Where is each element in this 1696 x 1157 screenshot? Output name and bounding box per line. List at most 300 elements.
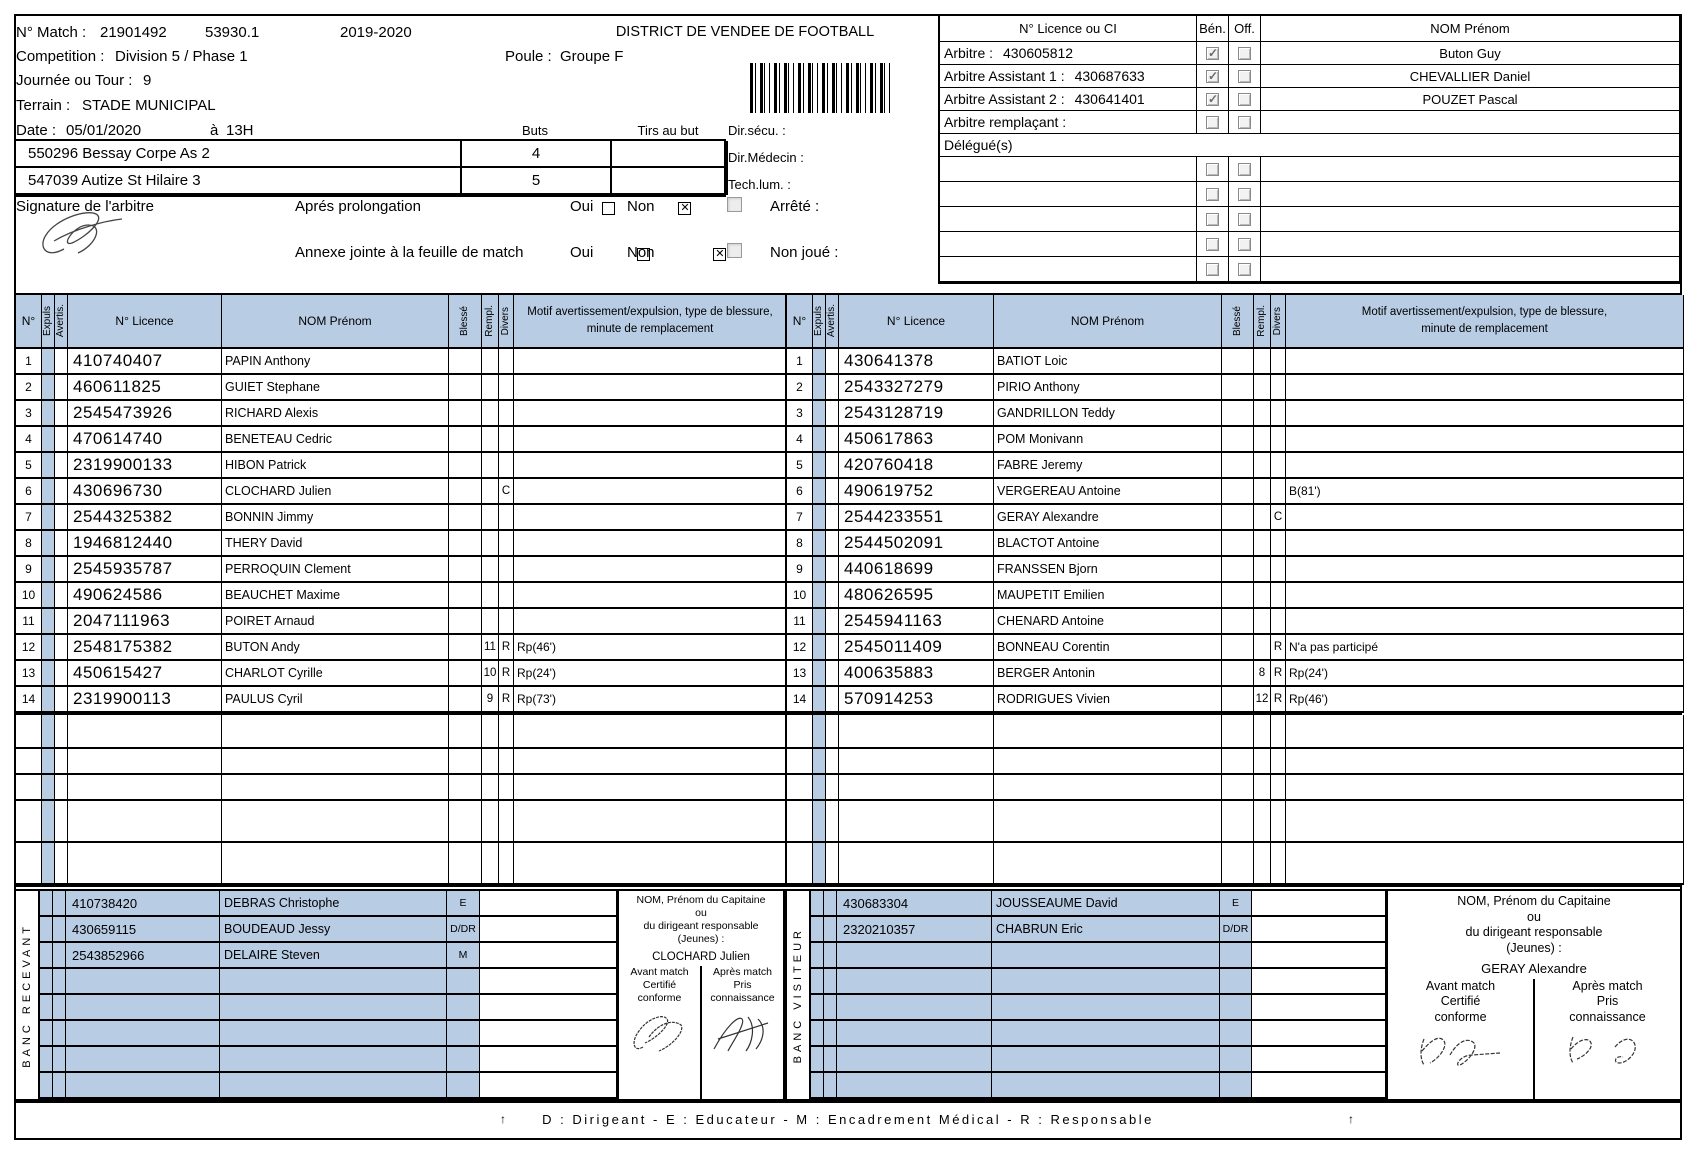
empty-cell: [826, 749, 839, 775]
bench-name-cell: [220, 995, 447, 1021]
player-avertis-cell: [826, 505, 839, 531]
bench-licence-cell: [837, 1021, 992, 1047]
poule-label: Poule :: [505, 48, 552, 65]
bench-avertis-cell: [824, 891, 837, 917]
player-licence-cell: 570914253: [839, 687, 994, 713]
journee-value: 9: [143, 72, 152, 89]
player-blesse-cell: [1222, 531, 1254, 557]
player-number-cell: 12: [16, 635, 42, 661]
player-licence-cell: 480626595: [839, 583, 994, 609]
player-motif-cell: [1286, 583, 1684, 609]
bench-expuls-cell: [40, 1073, 53, 1099]
empty-cell: [1286, 715, 1684, 749]
bench-motif-cell: [1252, 891, 1386, 917]
bench-expuls-cell: [40, 1047, 53, 1073]
empty-cell: [482, 843, 499, 885]
empty-cell: [1271, 749, 1286, 775]
player-rempl-cell: [1254, 557, 1271, 583]
prolongation-label: Aprés prolongation: [295, 198, 421, 215]
header-nom: NOM Prénom: [222, 295, 449, 349]
player-avertis-cell: [55, 427, 68, 453]
player-number-cell: 13: [16, 661, 42, 687]
bench-name-cell: DELAIRE Steven: [220, 943, 447, 969]
bench-name-cell: JOUSSEAUME David: [992, 891, 1220, 917]
bench-role-cell: E: [1220, 891, 1252, 917]
bench-licence-cell: [66, 1073, 220, 1099]
player-name-cell: CHARLOT Cyrille: [222, 661, 449, 687]
player-motif-cell: [514, 401, 787, 427]
player-divers-cell: R: [1271, 635, 1286, 661]
bench-expuls-cell: [811, 1073, 824, 1099]
official-ben-cell: [1197, 257, 1229, 282]
empty-cell: [449, 801, 482, 843]
player-divers-cell: [499, 349, 514, 375]
empty-cell: [55, 801, 68, 843]
player-name-cell: PERROQUIN Clement: [222, 557, 449, 583]
legend-text: D : Dirigeant - E : Educateur - M : Encadrement Médical - R : Responsable: [542, 1112, 1154, 1127]
non-joue-label: Non joué :: [770, 244, 839, 261]
player-rempl-cell: [482, 427, 499, 453]
match-code: 53930.1: [205, 24, 260, 41]
bench-motif-cell: [1252, 969, 1386, 995]
bench-avertis-cell: [824, 995, 837, 1021]
empty-cell: [449, 843, 482, 885]
bench-role-cell: [447, 995, 480, 1021]
player-name-cell: BERGER Antonin: [994, 661, 1222, 687]
player-avertis-cell: [55, 609, 68, 635]
player-motif-cell: [514, 531, 787, 557]
player-expuls-cell: [42, 505, 55, 531]
off-checkbox[interactable]: [1238, 188, 1251, 201]
season: 2019-2020: [340, 24, 412, 41]
player-expuls-cell: [42, 557, 55, 583]
non-joue-checkbox[interactable]: [727, 243, 742, 258]
bench-avertis-cell: [824, 917, 837, 943]
competition-value: Division 5 / Phase 1: [115, 48, 248, 65]
bench-expuls-cell: [811, 1047, 824, 1073]
home-captain-name: CLOCHARD Julien: [652, 950, 750, 963]
empty-cell: [42, 843, 55, 885]
bench-licence-cell: [837, 995, 992, 1021]
player-expuls-cell: [813, 453, 826, 479]
bench-avertis-cell: [53, 943, 66, 969]
official-licence-number: 430605812: [1003, 45, 1074, 61]
home-captain-signature-avant: [629, 1009, 691, 1057]
player-licence-cell: 400635883: [839, 661, 994, 687]
captain-title: NOM, Prénom du Capitaine ou du dirigeant responsable (Jeunes) :: [1457, 894, 1611, 955]
player-motif-cell: [514, 349, 787, 375]
empty-cell: [55, 775, 68, 801]
player-avertis-cell: [826, 583, 839, 609]
empty-cell: [482, 775, 499, 801]
player-avertis-cell: [55, 687, 68, 713]
player-motif-cell: [514, 557, 787, 583]
annexe-label: Annexe jointe à la feuille de match: [295, 244, 524, 261]
official-role-label: Arbitre Assistant 1 :: [944, 68, 1065, 84]
player-number-cell: 7: [787, 505, 813, 531]
official-off-cell: [1229, 157, 1261, 182]
bench-role-cell: [447, 1073, 480, 1099]
player-divers-cell: [1271, 401, 1286, 427]
player-motif-cell: [1286, 401, 1684, 427]
empty-cell: [1271, 843, 1286, 885]
captain-title: NOM, Prénom du Capitaine ou du dirigeant responsable (Jeunes) :: [636, 894, 766, 946]
empty-cell: [42, 801, 55, 843]
player-number-cell: 8: [16, 531, 42, 557]
player-blesse-cell: [449, 609, 482, 635]
annexe-non-label: Non: [627, 244, 655, 261]
player-blesse-cell: [449, 453, 482, 479]
empty-cell: [499, 715, 514, 749]
bench-avertis-cell: [53, 891, 66, 917]
arrete-checkbox[interactable]: [727, 197, 742, 212]
bench-licence-cell: [837, 969, 992, 995]
player-licence-cell: 410740407: [68, 349, 222, 375]
player-divers-cell: [499, 609, 514, 635]
team-name: 550296 Bessay Corpe As 2: [16, 141, 462, 168]
empty-cell: [994, 715, 1222, 749]
dir-medecin-label: Dir.Médecin :: [728, 150, 804, 165]
player-rempl-cell: [482, 375, 499, 401]
player-expuls-cell: [42, 635, 55, 661]
header-rempl: Rempl.: [1254, 295, 1271, 349]
district-title: DISTRICT DE VENDEE DE FOOTBALL: [615, 24, 875, 40]
off-checkbox[interactable]: [1238, 163, 1251, 176]
official-ben-cell: [1197, 65, 1229, 88]
bench-name-cell: [220, 969, 447, 995]
header-avertis: Avertis.: [826, 295, 839, 349]
empty-cell: [994, 801, 1222, 843]
empty-cell: [449, 715, 482, 749]
player-motif-cell: [1286, 557, 1684, 583]
player-divers-cell: R: [499, 635, 514, 661]
avant-match-column: Avant match Certifié conforme: [1388, 979, 1533, 1100]
empty-cell: [42, 715, 55, 749]
empty-cell: [1286, 749, 1684, 775]
player-divers-cell: [1271, 531, 1286, 557]
player-expuls-cell: [42, 609, 55, 635]
empty-cell: [68, 775, 222, 801]
bench-role-cell: [1220, 1021, 1252, 1047]
official-licence-cell: [940, 111, 1197, 134]
ben-checkbox[interactable]: [1206, 70, 1219, 83]
bench-licence-cell: 2320210357: [837, 917, 992, 943]
empty-cell: [42, 749, 55, 775]
player-rempl-cell: [482, 349, 499, 375]
player-avertis-cell: [55, 635, 68, 661]
player-rempl-cell: [1254, 505, 1271, 531]
bench-licence-cell: [837, 1047, 992, 1073]
player-motif-cell: [1286, 505, 1684, 531]
player-avertis-cell: [55, 349, 68, 375]
player-avertis-cell: [55, 531, 68, 557]
off-checkbox[interactable]: [1238, 116, 1251, 129]
empty-cell: [813, 715, 826, 749]
player-divers-cell: C: [499, 479, 514, 505]
player-name-cell: CLOCHARD Julien: [222, 479, 449, 505]
player-divers-cell: [1271, 375, 1286, 401]
header-motif: Motif avertissement/expulsion, type de blessure, minute de remplacement: [1286, 295, 1684, 349]
off-checkbox[interactable]: [1238, 70, 1251, 83]
empty-cell: [839, 715, 994, 749]
player-expuls-cell: [42, 427, 55, 453]
player-blesse-cell: [1222, 375, 1254, 401]
player-expuls-cell: [42, 661, 55, 687]
player-blesse-cell: [449, 583, 482, 609]
bench-expuls-cell: [40, 891, 53, 917]
ben-checkbox[interactable]: [1206, 263, 1219, 276]
bench-name-cell: [992, 943, 1220, 969]
bench-licence-cell: 430659115: [66, 917, 220, 943]
bench-name-cell: BOUDEAUD Jessy: [220, 917, 447, 943]
empty-cell: [1222, 801, 1254, 843]
home-captain-box: [617, 889, 785, 1101]
header-blesse: Blessé: [1222, 295, 1254, 349]
player-rempl-cell: [482, 583, 499, 609]
prolongation-non-checkbox[interactable]: [678, 202, 691, 215]
player-divers-cell: [1271, 557, 1286, 583]
official-off-cell: [1229, 111, 1261, 134]
bench-role-cell: M: [447, 943, 480, 969]
player-licence-cell: 470614740: [68, 427, 222, 453]
player-expuls-cell: [42, 687, 55, 713]
legend-arrow-left: ↑: [500, 1112, 506, 1126]
player-divers-cell: [1271, 349, 1286, 375]
player-blesse-cell: [1222, 661, 1254, 687]
bench-avertis-cell: [53, 1021, 66, 1047]
player-licence-cell: 450617863: [839, 427, 994, 453]
player-avertis-cell: [826, 609, 839, 635]
player-avertis-cell: [826, 453, 839, 479]
official-licence-cell: [940, 207, 1197, 232]
player-number-cell: 2: [16, 375, 42, 401]
player-rempl-cell: 12: [1254, 687, 1271, 713]
official-licence-cell: [940, 157, 1197, 182]
ben-checkbox[interactable]: [1206, 47, 1219, 60]
player-rempl-cell: [1254, 401, 1271, 427]
empty-cell: [55, 749, 68, 775]
empty-cell: [813, 749, 826, 775]
home-spare-rows: [14, 715, 785, 887]
player-number-cell: 1: [787, 349, 813, 375]
player-number-cell: 2: [787, 375, 813, 401]
empty-cell: [839, 775, 994, 801]
time-prefix: à: [210, 122, 219, 139]
empty-cell: [1222, 775, 1254, 801]
home-players-table: [14, 293, 785, 715]
official-role-label: Arbitre Assistant 2 :: [944, 91, 1065, 107]
player-blesse-cell: [449, 687, 482, 713]
player-expuls-cell: [42, 479, 55, 505]
player-number-cell: 12: [787, 635, 813, 661]
journee-label: Journée ou Tour :: [16, 72, 133, 89]
player-divers-cell: C: [1271, 505, 1286, 531]
bench-expuls-cell: [811, 969, 824, 995]
player-number-cell: 10: [16, 583, 42, 609]
player-name-cell: BONNEAU Corentin: [994, 635, 1222, 661]
bench-expuls-cell: [811, 995, 824, 1021]
home-bench-label: BANC RECEVANT: [14, 889, 40, 1101]
team-name: 547039 Autize St Hilaire 3: [16, 168, 462, 195]
player-rempl-cell: 10: [482, 661, 499, 687]
empty-cell: [787, 715, 813, 749]
player-divers-cell: [1271, 609, 1286, 635]
empty-cell: [1222, 843, 1254, 885]
header-divers: Divers: [499, 295, 514, 349]
player-blesse-cell: [1222, 479, 1254, 505]
official-name-cell: [1261, 182, 1680, 207]
player-expuls-cell: [813, 505, 826, 531]
official-name-cell: POUZET Pascal: [1261, 88, 1680, 111]
player-name-cell: RICHARD Alexis: [222, 401, 449, 427]
bench-motif-cell: [480, 1047, 617, 1073]
ben-checkbox[interactable]: [1206, 238, 1219, 251]
empty-cell: [787, 749, 813, 775]
empty-cell: [514, 801, 787, 843]
tech-lum-label: Tech.lum. :: [728, 177, 791, 192]
player-rempl-cell: [482, 505, 499, 531]
bench-role-cell: [1220, 943, 1252, 969]
player-name-cell: FABRE Jeremy: [994, 453, 1222, 479]
player-expuls-cell: [813, 375, 826, 401]
bench-avertis-cell: [53, 969, 66, 995]
player-blesse-cell: [1222, 635, 1254, 661]
player-divers-cell: [499, 505, 514, 531]
player-blesse-cell: [1222, 401, 1254, 427]
player-name-cell: GERAY Alexandre: [994, 505, 1222, 531]
player-number-cell: 11: [787, 609, 813, 635]
player-name-cell: POM Monivann: [994, 427, 1222, 453]
off-checkbox[interactable]: [1238, 213, 1251, 226]
bench-licence-cell: 430683304: [837, 891, 992, 917]
empty-cell: [482, 801, 499, 843]
player-rempl-cell: [482, 557, 499, 583]
official-ben-cell: [1197, 42, 1229, 65]
off-checkbox[interactable]: [1238, 238, 1251, 251]
bench-expuls-cell: [40, 943, 53, 969]
empty-cell: [68, 715, 222, 749]
empty-cell: [839, 843, 994, 885]
player-licence-cell: 2544502091: [839, 531, 994, 557]
empty-cell: [787, 775, 813, 801]
player-number-cell: 4: [16, 427, 42, 453]
ben-checkbox[interactable]: [1206, 213, 1219, 226]
legend-band: [14, 1101, 1682, 1140]
player-divers-cell: [1271, 583, 1286, 609]
empty-cell: [1254, 801, 1271, 843]
bench-role-cell: [1220, 995, 1252, 1021]
annexe-non-checkbox[interactable]: [713, 248, 726, 261]
match-number: 21901492: [100, 24, 167, 41]
off-checkbox[interactable]: [1238, 47, 1251, 60]
buts-column-label: Buts: [521, 123, 548, 138]
player-name-cell: THERY David: [222, 531, 449, 557]
player-name-cell: BEAUCHET Maxime: [222, 583, 449, 609]
player-divers-cell: R: [1271, 661, 1286, 687]
off-checkbox[interactable]: [1238, 263, 1251, 276]
player-blesse-cell: [449, 427, 482, 453]
referee-signature-image: [34, 205, 139, 263]
player-rempl-cell: [482, 531, 499, 557]
player-licence-cell: 2047111963: [68, 609, 222, 635]
player-blesse-cell: [1222, 687, 1254, 713]
player-name-cell: BENETEAU Cedric: [222, 427, 449, 453]
empty-cell: [1254, 775, 1271, 801]
ben-checkbox[interactable]: [1206, 93, 1219, 106]
official-name-cell: CHEVALLIER Daniel: [1261, 65, 1680, 88]
official-ben-cell: [1197, 207, 1229, 232]
empty-cell: [16, 749, 42, 775]
ben-checkbox[interactable]: [1206, 116, 1219, 129]
referee-signature-label: Signature de l'arbitre: [16, 198, 154, 215]
officials-header-off: Off.: [1229, 16, 1261, 42]
official-off-cell: [1229, 88, 1261, 111]
player-avertis-cell: [55, 479, 68, 505]
poule-value: Groupe F: [560, 48, 624, 65]
player-motif-cell: Rp(24'): [514, 661, 787, 687]
player-licence-cell: 2545011409: [839, 635, 994, 661]
player-expuls-cell: [813, 687, 826, 713]
date-value: 05/01/2020: [66, 122, 142, 139]
player-licence-cell: 430696730: [68, 479, 222, 505]
officials-header-nom: NOM Prénom: [1261, 16, 1680, 42]
player-motif-cell: [514, 453, 787, 479]
away-captain-signature-apres: [1563, 1029, 1653, 1073]
player-number-cell: 3: [787, 401, 813, 427]
player-licence-cell: 450615427: [68, 661, 222, 687]
player-motif-cell: [1286, 349, 1684, 375]
away-bench-table: [811, 889, 1386, 1101]
official-off-cell: [1229, 232, 1261, 257]
player-number-cell: 3: [16, 401, 42, 427]
official-name-cell: Buton Guy: [1261, 42, 1680, 65]
player-avertis-cell: [55, 557, 68, 583]
bench-name-cell: [992, 969, 1220, 995]
prolongation-oui-checkbox[interactable]: [602, 202, 615, 215]
prolongation-oui-label: Oui: [570, 198, 594, 215]
off-checkbox[interactable]: [1238, 93, 1251, 106]
bench-expuls-cell: [811, 891, 824, 917]
header-rempl: Rempl.: [482, 295, 499, 349]
player-avertis-cell: [826, 427, 839, 453]
bench-motif-cell: [1252, 943, 1386, 969]
bench-expuls-cell: [40, 1021, 53, 1047]
official-licence-cell: [940, 257, 1197, 282]
bench-expuls-cell: [40, 995, 53, 1021]
player-licence-cell: 2543327279: [839, 375, 994, 401]
dir-secu-label: Dir.sécu. :: [728, 123, 786, 138]
header-motif: Motif avertissement/expulsion, type de blessure, minute de remplacement: [514, 295, 787, 349]
header-avertis: Avertis.: [55, 295, 68, 349]
player-rempl-cell: [1254, 583, 1271, 609]
player-blesse-cell: [449, 375, 482, 401]
player-name-cell: RODRIGUES Vivien: [994, 687, 1222, 713]
player-avertis-cell: [826, 349, 839, 375]
player-motif-cell: [1286, 427, 1684, 453]
header-expuls: Expuls: [42, 295, 55, 349]
empty-cell: [68, 801, 222, 843]
player-name-cell: PAPIN Anthony: [222, 349, 449, 375]
empty-cell: [514, 749, 787, 775]
player-blesse-cell: [1222, 583, 1254, 609]
bench-licence-cell: 410738420: [66, 891, 220, 917]
player-motif-cell: Rp(24'): [1286, 661, 1684, 687]
player-blesse-cell: [449, 557, 482, 583]
bench-avertis-cell: [53, 917, 66, 943]
ben-checkbox[interactable]: [1206, 188, 1219, 201]
bench-avertis-cell: [53, 1047, 66, 1073]
ben-checkbox[interactable]: [1206, 163, 1219, 176]
